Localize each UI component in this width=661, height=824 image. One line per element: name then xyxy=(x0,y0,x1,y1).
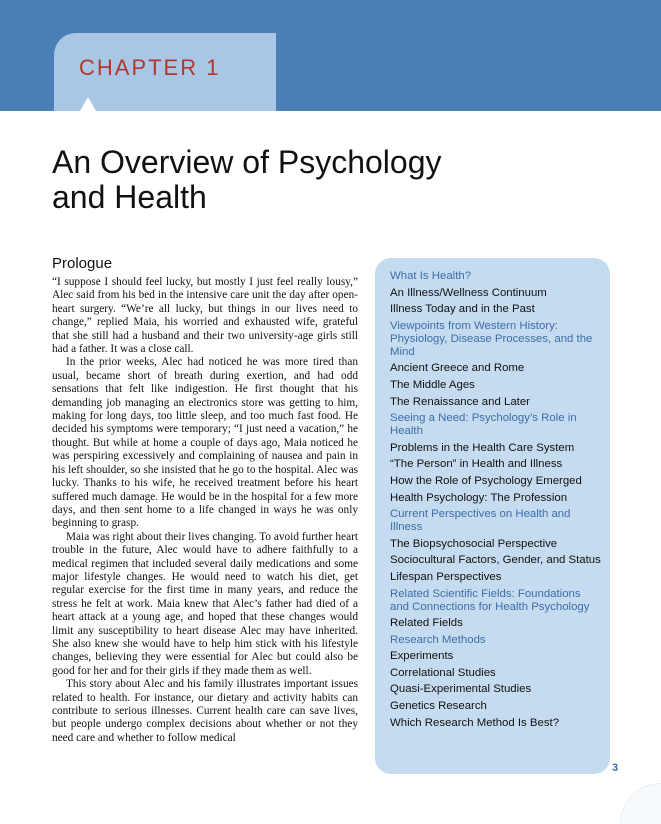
outline-item: Ancient Greece and Rome xyxy=(390,362,525,375)
outline-item: How the Role of Psychology Emerged xyxy=(390,474,582,487)
outline-item: Related Fields xyxy=(390,617,463,630)
prologue-body xyxy=(52,276,358,745)
outline-section-heading: Current Perspectives on Health and Illness xyxy=(390,508,571,534)
outline-section-heading: What Is Health? xyxy=(390,270,472,282)
chapter-title-line-2: and Health xyxy=(52,179,207,215)
outline-item: An Illness/Wellness Continuum xyxy=(390,286,547,299)
outline-item: Genetics Research xyxy=(390,700,487,713)
outline-item: Lifespan Perspectives xyxy=(390,570,502,583)
outline-section-heading: Related Scientific Fields: Foundations and Connections for Health Psychology xyxy=(390,587,590,613)
outline-item: Correlational Studies xyxy=(390,666,496,679)
outline-section-heading: Research Methods xyxy=(390,633,486,646)
outline-section-heading: Viewpoints from Western History: Physiology, Disease Processes, and the Mind xyxy=(390,319,593,358)
prologue-paragraph: In the prior weeks, Alec had noticed he was more tired than usual, became short of breath during exertion, and had odd sensations that felt like indigestion. He first thought that his demanding job managing an electronics store was getting to him, making for long days, too little sleep, and too much fast food. He decided his symptoms were temporary; “I just need a vacation,” he thought. But while at home a couple of days ago, Maia noticed he was perspiring excessively and complaining of nausea and pain in his left shoulder, so she insisted that he go to the hospital. Alec was lucky. Thanks to his wife, he received treatment before his heart suffered much damage. He would be in the hospital for a few more days, and then sent home to a life changed in ways he was only beginning to grasp. xyxy=(52,356,358,530)
chapter-title-line-1: An Overview of Psychology xyxy=(52,144,442,180)
outline-item: Which Research Method Is Best? xyxy=(390,716,560,729)
prologue-paragraph: Maia was right about their lives changing. To avoid further heart trouble in the future, Alec would have to adhere faithfully to a medical regimen that included several daily medications and some major lifestyle changes. He would need to watch his diet, get regular exercise for the first time in many years, and reduce the stress he felt at work. Maia knew that Alec’s father had died of a heart attack at a young age, and hoped that these changes would limit any susceptibility to heart disease Alec may have inherited. She also knew she would have to help him stick with his lifestyle changes, believing they were essential for Alec but could also be good for her and for their girls if they made them as well. xyxy=(52,530,358,677)
outline-item: “The Person” in Health and Illness xyxy=(390,458,563,471)
outline-item: Illness Today and in the Past xyxy=(390,303,535,316)
outline-item: The Renaissance and Later xyxy=(390,395,530,408)
outline-item: The Biopsychosocial Perspective xyxy=(390,537,558,550)
page-corner-decoration xyxy=(620,783,661,824)
outline-item: Health Psychology: The Profession xyxy=(390,491,568,504)
chapter-outline xyxy=(390,270,602,733)
outline-item: The Middle Ages xyxy=(390,378,475,391)
outline-item: Problems in the Health Care System xyxy=(390,441,575,454)
outline-item: Quasi-Experimental Studies xyxy=(390,683,532,696)
outline-item: Experiments xyxy=(390,650,454,663)
prologue-heading: Prologue xyxy=(52,255,113,272)
page-number: 3 xyxy=(612,762,619,774)
outline-section-heading: Seeing a Need: Psychology’s Role in Health xyxy=(390,412,577,438)
prologue-paragraph: This story about Alec and his family illustrates important issues related to health. For instance, our dietary and activity habits can contribute to serious illnesses. Current health care can save lives, but people undergo complex decisions about whether or not they need care and whether to follow medical xyxy=(52,678,358,744)
outline-item: Sociocultural Factors, Gender, and Status xyxy=(390,554,601,567)
chapter-title xyxy=(52,145,572,215)
prologue-paragraph: “I suppose I should feel lucky, but mostly I just feel really lousy,” Alec said from his bed in the intensive care unit the day after open-heart surgery. “We’re all lucky, but things in our lives need to change,” replied Maia, his worried and exhausted wife, grateful that she still had a husband and their two university-age girls still had a father. It was a close call. xyxy=(52,276,358,356)
chapter-label: CHAPTER 1 xyxy=(79,55,221,80)
chapter-tab-notch xyxy=(80,97,96,111)
